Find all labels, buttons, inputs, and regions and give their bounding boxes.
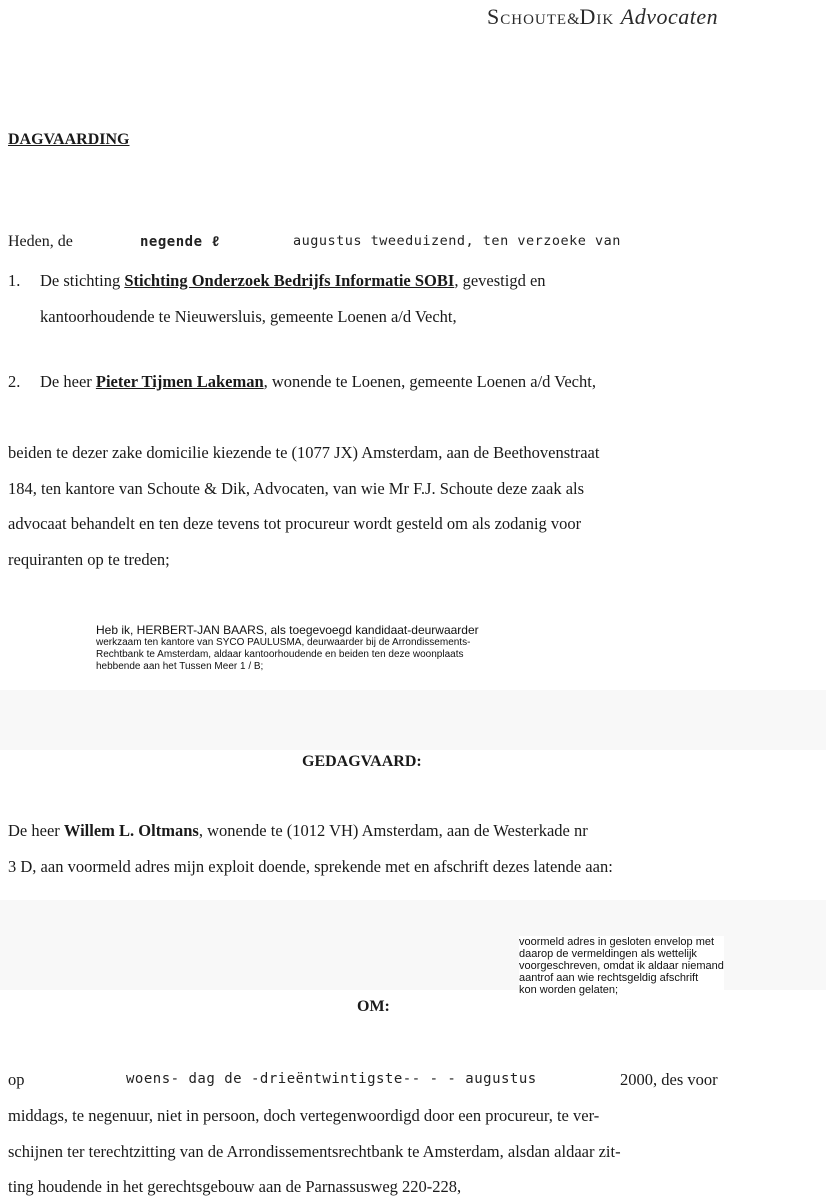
om-heading: OM: [357,998,390,1015]
intro-month-year: augustus tweeduizend, ten verzoeke van [293,233,621,249]
firm-name-part1: Schoute [487,4,568,29]
intro-day-text: negende [140,234,203,250]
party2-rest: , wonende te Loenen, gemeente Loenen a/d Vecht, [263,372,596,391]
party1-rest: , gevestigd en [454,271,546,290]
intro-day: negende ℓ [140,234,221,250]
service-stamp-line1: voormeld adres in gesloten envelop met [519,936,715,948]
document-title: DAGVAARDING [8,131,130,148]
party2-line [40,372,596,392]
party1-name: Stichting Onderzoek Bedrijfs Informatie SOBI [124,271,455,290]
party1-line2: kantoorhoudende te Nieuwersluis, gemeente Loenen a/d Vecht, [40,307,457,326]
domicile-line2: 184, ten kantore van Schoute & Dik, Advocaten, van wie Mr F.J. Schoute deze zaak als [8,479,585,498]
defendant-name: Willem L. Oltmans [63,821,199,840]
party2-name: Pieter Tijmen Lakeman [95,372,264,391]
bailiff-stamp [96,624,479,673]
domicile-line1: beiden te dezer zake domicilie kiezende te (1077 JX) Amsterdam, aan de Beethovenstraat [8,443,600,462]
party1-number: 1. [8,271,21,290]
party2-lead: De heer [40,372,92,391]
domicile-line4: requiranten op te treden; [8,550,170,569]
service-stamp-line2: daarop de vermeldingen als wettelijk [519,948,697,960]
defendant-line1 [8,821,588,841]
party1-line1 [40,271,750,291]
firm-ampersand: & [567,11,580,28]
service-stamp-line3: voorgeschreven, omdat ik aldaar niemand [519,960,724,972]
service-stamp-line4: aantrof aan wie rechtsgeldig afschrift [519,972,699,984]
summons-line4: ting houdende in het gerechtsgebouw aan de Parnassusweg 220-228, [8,1177,462,1196]
domicile-line3: advocaat behandelt en ten deze tevens tot procureur wordt gesteld om als zodanig voor [8,514,582,533]
gedagvaard-heading: GEDAGVAARD: [302,753,422,770]
service-stamp-line5: kon worden gelaten; [519,984,619,996]
summons-date: woens- dag de -drieëntwintigste-- - - augustus [126,1071,537,1087]
summons-year: 2000, des voor [620,1070,718,1089]
bailiff-stamp-line3: Rechtbank te Amsterdam, aldaar kantoorhoudende en beiden ten deze woonplaats [96,649,464,660]
defendant-lead: De heer [8,821,60,840]
intro-heden: Heden, de [8,233,73,250]
scan-artifact [0,690,826,750]
firm-name-part2: Dik [579,4,615,29]
bailiff-stamp-line1: Heb ik, HERBERT-JAN BAARS, als toegevoegd kandidaat-deurwaarder [96,623,479,637]
letterhead-logo [487,4,718,30]
summons-line3: schijnen ter terechtzitting van de Arrondissementsrechtbank te Amsterdam, alsdan aldaar zit- [8,1142,621,1161]
party1-lead: De stichting [40,271,121,290]
defendant-line2: 3 D, aan voormeld adres mijn exploit doende, sprekende met en afschrift dezes latende aan: [8,857,613,876]
bailiff-stamp-line4: hebbende aan het Tussen Meer 1 / B; [96,661,264,672]
party2-number: 2. [8,372,21,391]
defendant-rest: , wonende te (1012 VH) Amsterdam, aan de Westerkade nr [198,821,588,840]
firm-script: Advocaten [620,4,719,29]
summons-op: op [8,1070,25,1089]
summons-line2: middags, te negenuur, niet in persoon, doch vertegenwoordigd door een procureur, te ver- [8,1106,600,1125]
bailiff-stamp-line2: werkzaam ten kantore van SYCO PAULUSMA, deurwaarder bij de Arrondissements- [96,637,471,648]
service-stamp [519,936,724,996]
